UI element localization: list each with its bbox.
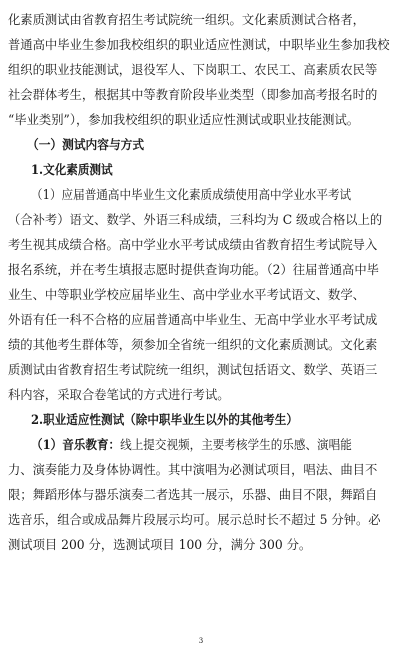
body-line: 绩的其他考生群体等，须参加全省统一组织的文化素质测试。文化素 [8, 337, 378, 352]
subsection-heading: 1.文化素质测试 [31, 162, 113, 177]
body-line: 化素质测试由省教育招生考试院统一组织。文化素质测试合格者， [8, 12, 365, 27]
body-line: 外语有任一科不合格的应届普通高中毕业生、无高中学业水平考试成 [8, 312, 378, 327]
body-line: 质测试由省教育招生考试院统一组织，测试包括语文、数学、英语三 [8, 362, 378, 377]
body-line: （1）应届普通高中毕业生文化素质成绩使用高中学业水平考试 [31, 187, 352, 202]
body-line: 业生、中等职业学校应届毕业生、高中学业水平考试语文、数学、 [8, 287, 365, 302]
body-line [31, 437, 398, 453]
body-line: 普通高中毕业生参加我校组织的职业适应性测试，中职毕业生参加我校 [8, 37, 390, 52]
item-text: 线上提交视频，主要考核学生的乐感、演唱能 [120, 437, 352, 452]
body-line: 组织的职业技能测试，退役军人、下岗职工、农民工、高素质农民等 [8, 62, 378, 77]
body-line: “毕业类别”），参加我校组织的职业适应性测试或职业技能测试。 [8, 112, 360, 127]
body-line: （合补考）语文、数学、外语三科成绩，三科均为 C 级或合格以上的 [8, 212, 383, 227]
body-line: 报名系统，并在考生填报志愿时提供查询功能。（2）往届普通高中毕 [8, 262, 379, 277]
body-line: 考生视其成绩合格。高中学业水平考试成绩由省教育招生考试院导入 [8, 237, 378, 252]
body-line: 限；舞蹈形体与器乐演奏二者选其一展示，乐器、曲目不限，舞蹈自 [8, 487, 378, 502]
body-line: 测试项目 200 分，选测试项目 100 分，满分 300 分。 [8, 537, 312, 552]
item-lead: （1）音乐教育： [31, 437, 121, 452]
body-line: 社会群体考生，根据其中等教育阶段毕业类型（即参加高考报名时的 [8, 87, 378, 102]
subsection-heading: 2.职业适应性测试（除中职毕业生以外的其他考生） [31, 412, 298, 427]
body-line: 科内容，采取合卷笔试的方式进行考试。 [8, 387, 230, 402]
body-line: 力、演奏能力及身体协调性。其中演唱为必测试项目，唱法、曲目不 [8, 462, 378, 477]
section-heading: （一）测试内容与方式 [27, 137, 145, 152]
page-number: 3 [198, 637, 204, 645]
body-line: 选音乐，组合或成品舞片段展示均可。展示总时长不超过 5 分钟。必 [8, 512, 381, 527]
